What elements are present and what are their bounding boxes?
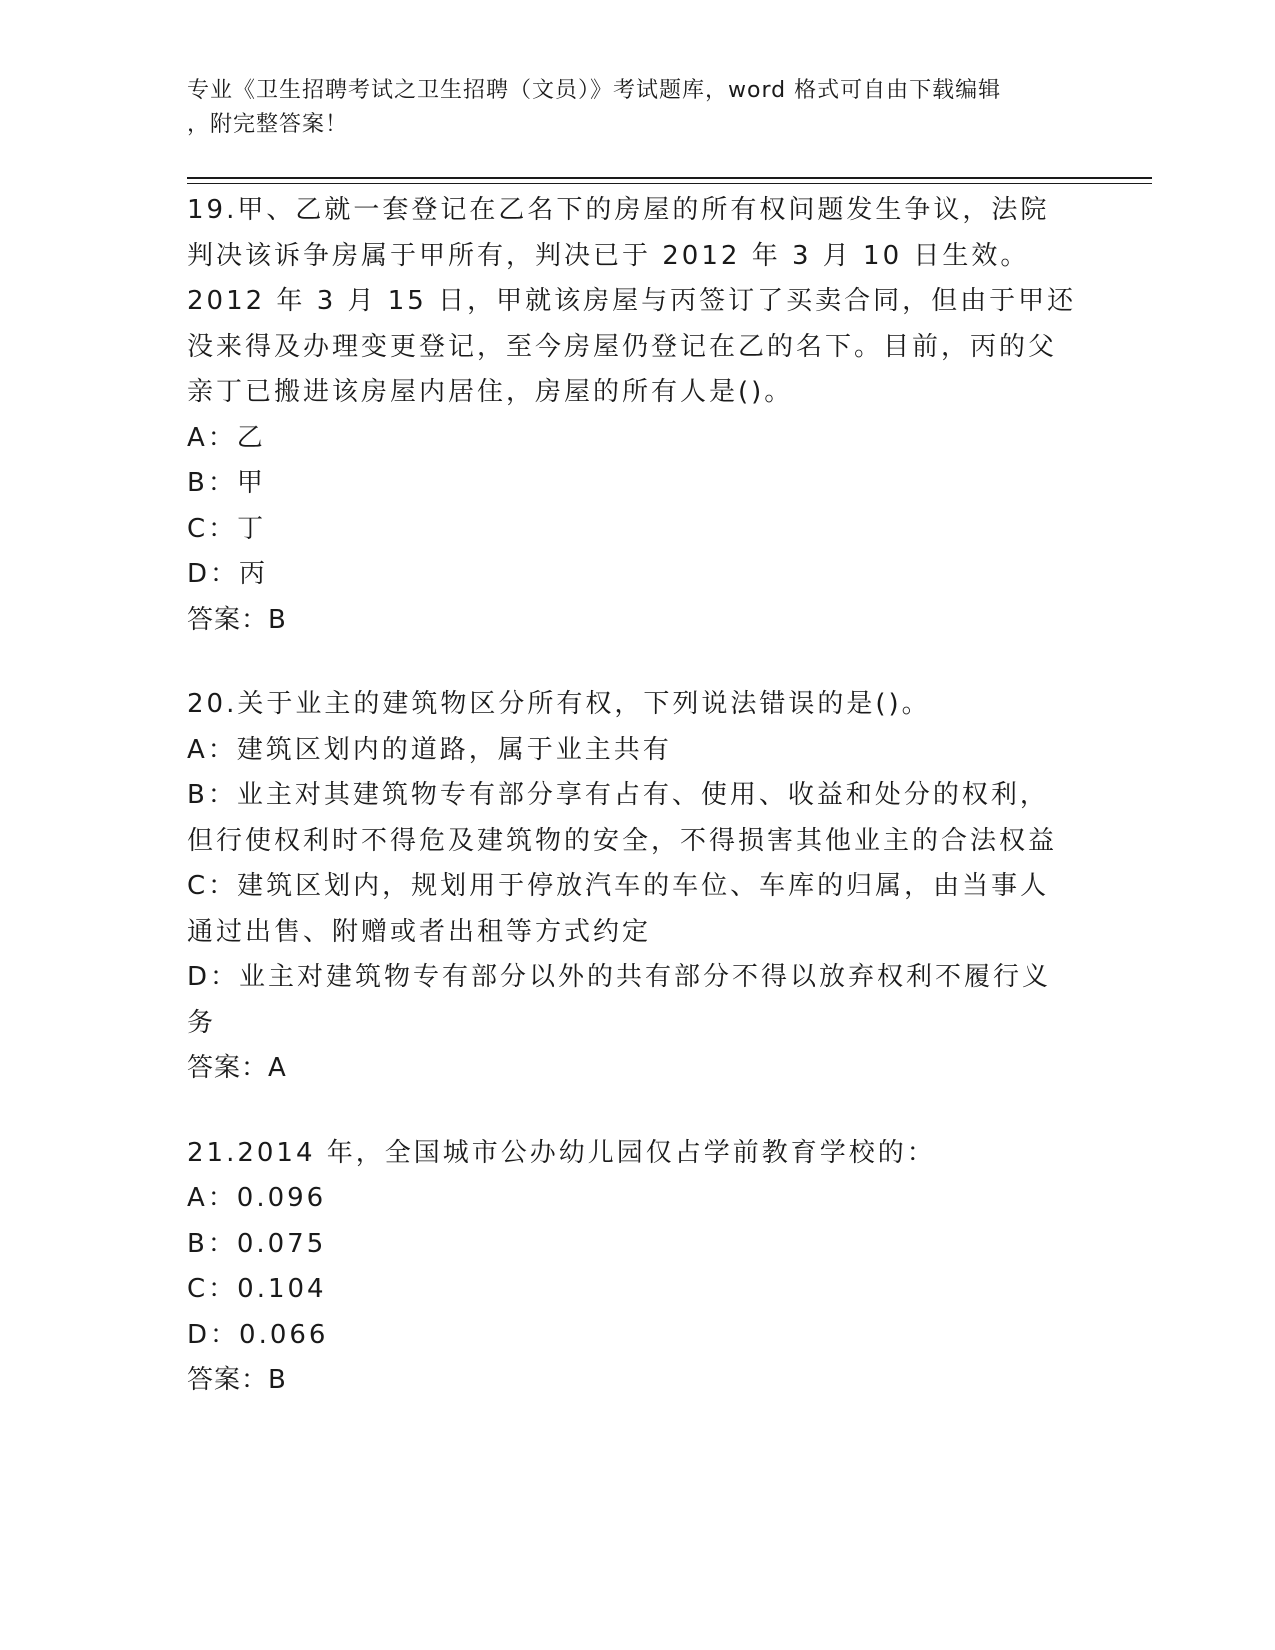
option-b: B：甲 [187,468,266,498]
option-d: D：业主对建筑物专有部分以外的共有部分不得以放弃权利不履行义务 [187,962,1052,1038]
question-text: 20.关于业主的建筑物区分所有权，下列说法错误的是()。 [187,689,931,719]
answer: 答案：A [187,1053,287,1083]
answer: 答案：B [187,604,287,635]
question-21 [187,1131,1077,1404]
question-20 [187,682,1077,1092]
document-header [187,74,1077,142]
option-a: A：乙 [187,422,266,453]
option-b: B：0.075 [187,1228,327,1259]
option-a: A：0.096 [187,1183,327,1213]
question-text: 19.甲、乙就一套登记在乙名下的房屋的所有权问题发生争议，法院判决该诉争房属于甲所有，判决已于 2012 年 3 月 10 日生效。2012 年 3 月 15 日，甲就该房屋与丙签订了买卖合同，但由于甲还没来得及办理变更登记，至今房屋仍登记在乙的名下。目前，丙的父亲丁已搬进该房屋内居住，房屋的所有人是()。 [187,195,1077,407]
question-list [187,188,1077,1443]
option-d: D：0.066 [187,1319,329,1350]
option-c: C：丁 [187,513,267,544]
option-c: C：建筑区划内，规划用于停放汽车的车位、车库的归属，由当事人通过出售、附赠或者出租等方式约定 [187,871,1050,947]
header-line-1: 专业《卫生招聘考试之卫生招聘（文员）》考试题库，word 格式可自由下载编辑 [187,78,1002,103]
option-d: D：丙 [187,559,269,589]
question-text: 21.2014 年，全国城市公办幼儿园仅占学前教育学校的： [187,1137,936,1168]
header-divider-thick [187,177,1152,179]
option-b: B：业主对其建筑物专有部分享有占有、使用、收益和处分的权利，但行使权利时不得危及建筑物的安全，不得损害其他业主的合法权益 [187,780,1058,856]
header-line-2: ，附完整答案！ [187,112,349,137]
answer: 答案：B [187,1365,287,1395]
header-divider-thin [187,183,1152,184]
option-c: C：0.104 [187,1274,327,1304]
option-a: A：建筑区划内的道路，属于业主共有 [187,734,672,765]
question-19 [187,188,1077,643]
